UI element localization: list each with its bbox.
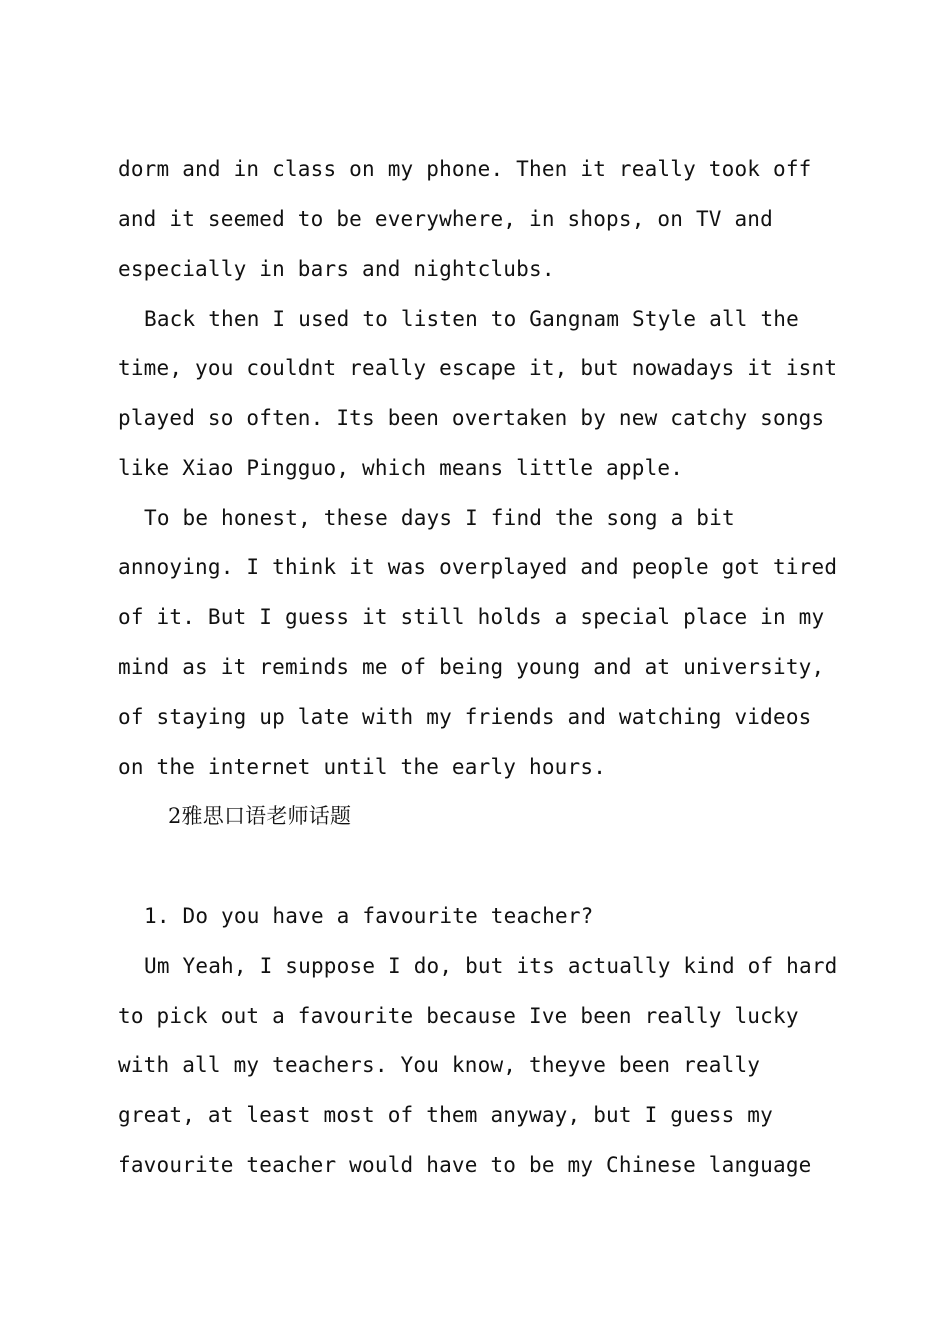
paragraph-first-line: Back then I used to listen to Gangnam Style all the <box>144 307 799 331</box>
text-line: favourite teacher would have to be my Chinese language <box>118 1153 812 1177</box>
text-line: great, at least most of them anyway, but I guess my <box>118 1103 773 1127</box>
text-line: and it seemed to be everywhere, in shops, on TV and <box>118 207 773 231</box>
question-heading: 1. Do you have a favourite teacher? <box>144 904 594 928</box>
text-line: of it. But I guess it still holds a special place in my <box>118 605 825 629</box>
text-line: especially in bars and nightclubs. <box>118 257 555 281</box>
section-heading: 2雅思口语老师话题 <box>168 804 352 828</box>
text-line: mind as it reminds me of being young and at university, <box>118 655 825 679</box>
text-line: annoying. I think it was overplayed and people got tired <box>118 555 838 579</box>
text-line: to pick out a favourite because Ive been really lucky <box>118 1004 799 1028</box>
text-line: played so often. Its been overtaken by new catchy songs <box>118 406 825 430</box>
text-line: time, you couldnt really escape it, but nowadays it isnt <box>118 356 838 380</box>
text-line: dorm and in class on my phone. Then it really took off <box>118 157 812 181</box>
text-line: of staying up late with my friends and watching videos <box>118 705 812 729</box>
text-line: on the internet until the early hours. <box>118 755 607 779</box>
text-line: with all my teachers. You know, theyve been really <box>118 1053 761 1077</box>
paragraph-first-line: Um Yeah, I suppose I do, but its actually kind of hard <box>144 954 838 978</box>
text-line: like Xiao Pingguo, which means little apple. <box>118 456 684 480</box>
paragraph-first-line: To be honest, these days I find the song a bit <box>144 506 735 530</box>
